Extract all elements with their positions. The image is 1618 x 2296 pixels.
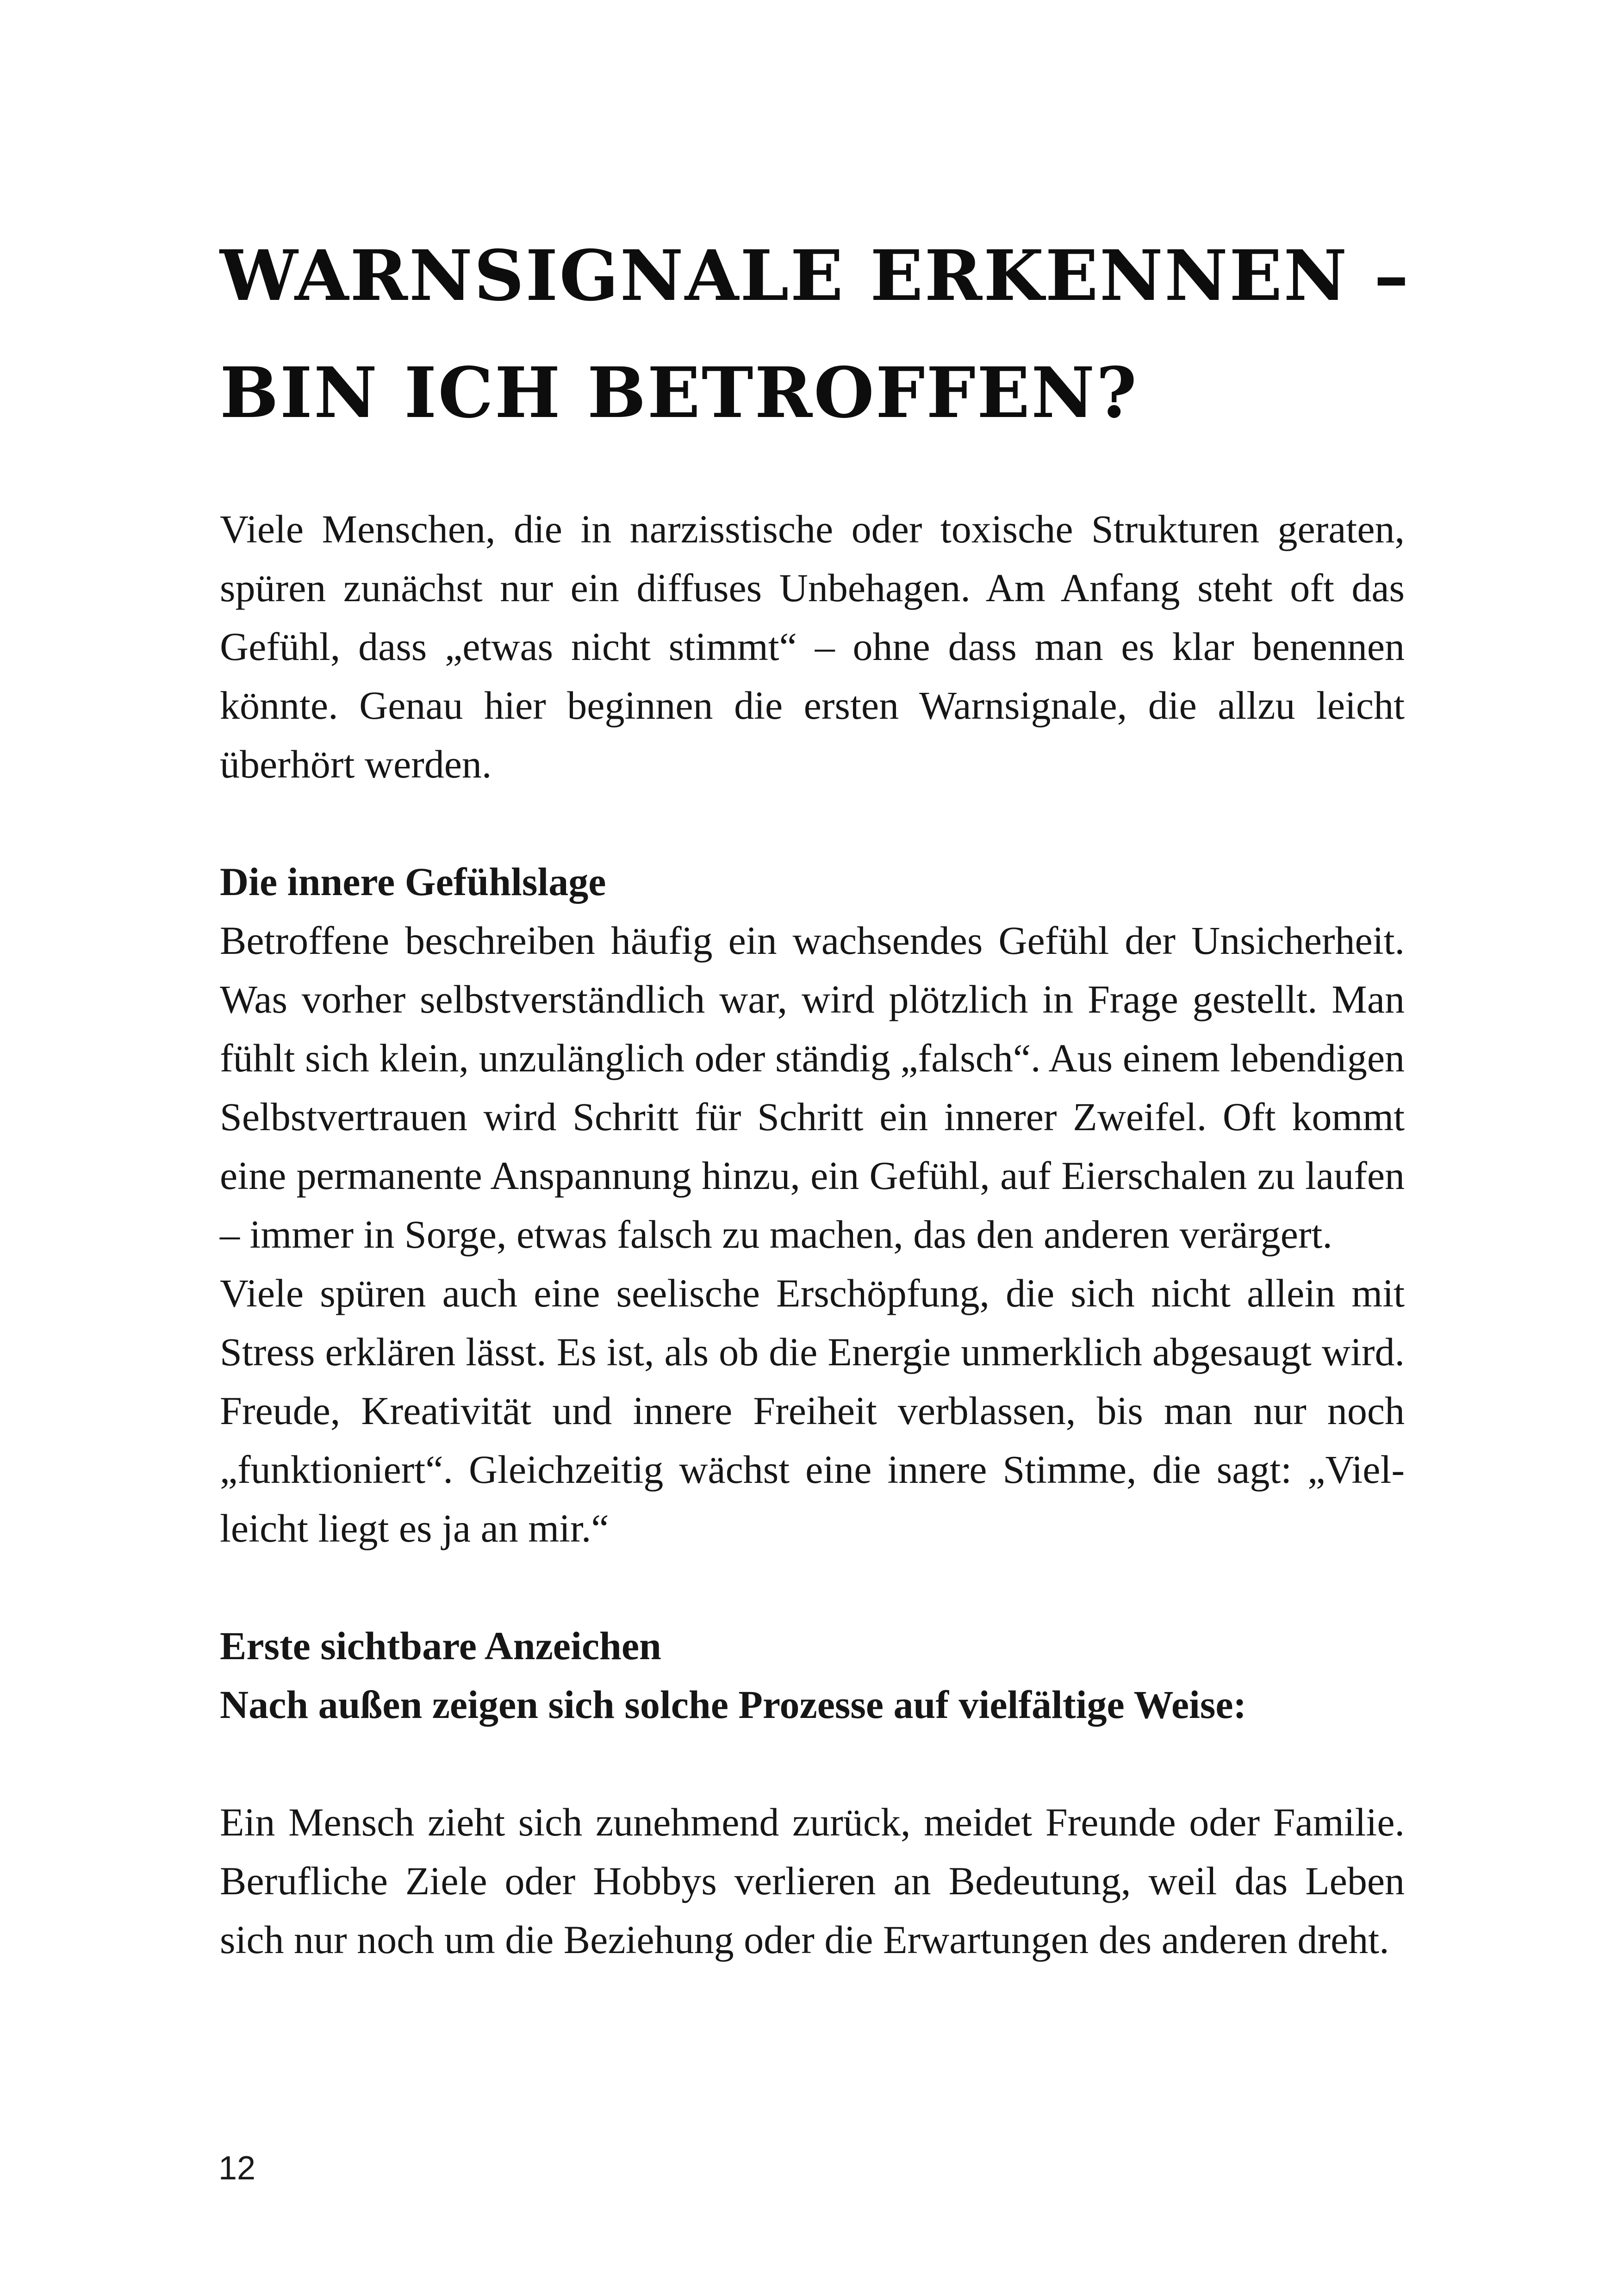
paragraph-spacer [220,794,1405,852]
page-number: 12 [218,2150,256,2187]
intro-paragraph: Viele Menschen, die in narzisstische oder toxische Strukturen geraten, spüren zunächst nur ein diffuses Unbehagen. Am Anfang steht oft das Gefühl, dass „etwas nicht stimmt“ – ohne dass man es klar benennen könnte. Genau hier beginnen die ersten Warnsignale, die allzu leicht überhört werden. [220,507,1405,786]
chapter-title-line-1: WARNSIGNALE ERKENNEN – [220,235,1410,317]
paragraph-spacer [220,1558,1405,1617]
section2-paragraph-1: Ein Mensch zieht sich zunehmend zurück, meidet Freunde oder Familie. Berufliche Ziele oder Hobbys verlieren an Bedeutung, weil das Leben sich nur noch um die Beziehung oder die Erwartungen des anderen dreht. [220,1800,1405,1962]
section1-paragraph-1: Betroffene beschreiben häufig ein wachsendes Gefühl der Unsicherheit. Was vorher selbstverständlich war, wird plötzlich in Frage gestellt. Man fühlt sich klein, unzulänglich oder ständig „falsch“. Aus einem lebendigen Selbstvertrauen wird Schritt für Schritt ein innerer Zweifel. Oft kommt eine permanente Anspannung hinzu, ein Gefühl, auf Eierschalen zu laufen – immer in Sorge, etwas falsch zu machen, das den anderen verärgert. [220,918,1405,1257]
section1-paragraph-2: Viele spüren auch eine seelische Erschöpfung, die sich nicht allein mit Stress erklären lässt. Es ist, als ob die Energie unmerklich abgesaugt wird. Freude, Kreativität und innere Freiheit verblassen, bis man nur noch „funktioniert“. Gleichzeitig wächst eine innere Stimme, die sagt: „Vielleicht liegt es ja an mir.“ [220,1271,1405,1550]
chapter-title-line-2: BIN ICH BETROFFEN? [220,352,1139,434]
section-subheading-visible-signs: Nach außen zeigen sich solche Prozesse auf vielfältige Weise: [220,1682,1247,1727]
body-text [220,500,1405,1969]
section-heading-visible-signs: Erste sichtbare Anzeichen [220,1624,661,1668]
section-heading-inner-feelings: Die innere Gefühlslage [220,859,606,904]
paragraph-spacer [220,1734,1405,1793]
chapter-title [220,218,1423,452]
